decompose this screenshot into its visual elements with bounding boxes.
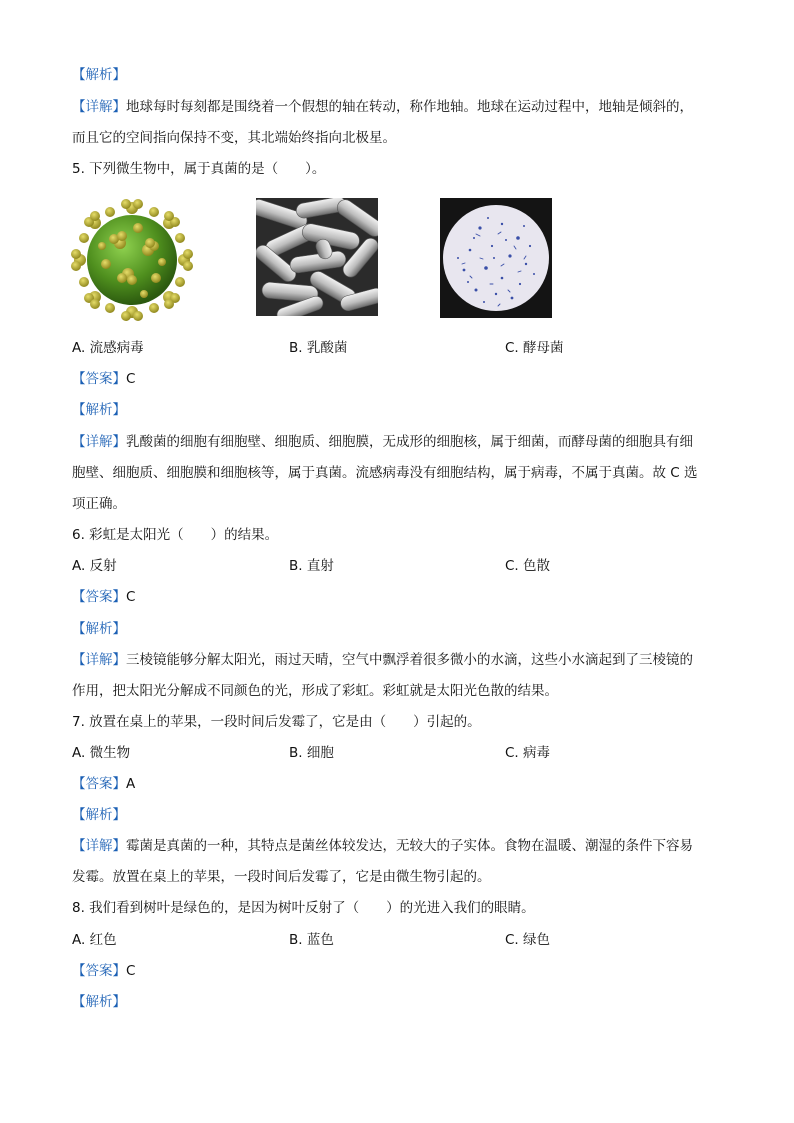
virus-icon <box>70 198 194 322</box>
virus-image <box>70 198 194 322</box>
answer-value: C <box>126 963 136 979</box>
option-a: A. 流感病毒 <box>72 340 144 356</box>
answer-line <box>72 774 135 794</box>
detail-paragraph <box>72 432 693 452</box>
detail-text: 乳酸菌的细胞有细胞壁、细胞质、细胞膜，无成形的细胞核，属于细菌，而酵母菌的细胞具有细 <box>126 434 693 450</box>
question-5: 5. 下列微生物中，属于真菌的是（ ）。 <box>72 161 326 177</box>
option-c: C. 色散 <box>505 558 551 574</box>
option-a: A. 红色 <box>72 932 117 948</box>
answer-value: C <box>126 589 136 605</box>
answer-value: C <box>126 371 136 387</box>
detail-paragraph <box>72 97 693 117</box>
detail-text: 三棱镜能够分解太阳光，雨过天晴，空气中飘浮着很多微小的水滴，这些小水滴起到了三棱镜的 <box>126 652 693 668</box>
answer-label: 【答案】 <box>72 371 126 387</box>
option-b: B. 蓝色 <box>289 932 334 948</box>
jiexi-label: 【解析】 <box>72 621 126 637</box>
microscope-field-icon <box>440 198 552 318</box>
option-a: A. 微生物 <box>72 745 131 761</box>
detail-label: 【详解】 <box>72 838 126 854</box>
detail-paragraph <box>72 650 693 670</box>
yeast-microscope-image <box>440 198 552 318</box>
option-c: C. 病毒 <box>505 745 551 761</box>
option-b: B. 直射 <box>289 558 334 574</box>
answer-line <box>72 587 135 607</box>
jiexi-label: 【解析】 <box>72 807 126 823</box>
option-c: C. 酵母菌 <box>505 340 564 356</box>
detail-label: 【详解】 <box>72 652 126 668</box>
answer-label: 【答案】 <box>72 963 126 979</box>
detail-text-line: 发霉。放置在桌上的苹果，一段时间后发霉了，它是由微生物引起的。 <box>72 869 491 885</box>
detail-text: 地球每时每刻都是围绕着一个假想的轴在转动，称作地轴。地球在运动过程中，地轴是倾斜的， <box>126 99 693 115</box>
detail-paragraph <box>72 836 693 856</box>
detail-label: 【详解】 <box>72 99 126 115</box>
detail-text-line: 项正确。 <box>72 496 126 512</box>
detail-text-line: 胞壁、细胞质、细胞膜和细胞核等，属于真菌。流感病毒没有细胞结构，属于病毒，不属于真菌。故 C 选 <box>72 465 698 481</box>
answer-label: 【答案】 <box>72 589 126 605</box>
jiexi-label: 【解析】 <box>72 67 126 83</box>
question-8: 8. 我们看到树叶是绿色的，是因为树叶反射了（ ）的光进入我们的眼睛。 <box>72 900 535 916</box>
jiexi-label: 【解析】 <box>72 402 126 418</box>
answer-line <box>72 961 135 981</box>
question-7: 7. 放置在桌上的苹果，一段时间后发霉了，它是由（ ）引起的。 <box>72 714 481 730</box>
option-b: B. 细胞 <box>289 745 334 761</box>
answer-line <box>72 369 135 389</box>
question-6: 6. 彩虹是太阳光（ ）的结果。 <box>72 527 279 543</box>
jiexi-label: 【解析】 <box>72 994 126 1010</box>
option-a: A. 反射 <box>72 558 117 574</box>
option-b: B. 乳酸菌 <box>289 340 348 356</box>
bacteria-icon <box>256 198 378 316</box>
detail-label: 【详解】 <box>72 434 126 450</box>
option-c: C. 绿色 <box>505 932 551 948</box>
detail-text-line: 作用，把太阳光分解成不同颜色的光，形成了彩虹。彩虹就是太阳光色散的结果。 <box>72 683 558 699</box>
lactobacillus-image <box>256 198 378 316</box>
answer-value: A <box>126 776 136 792</box>
answer-label: 【答案】 <box>72 776 126 792</box>
detail-text-line: 而且它的空间指向保持不变，其北端始终指向北极星。 <box>72 130 396 146</box>
detail-text: 霉菌是真菌的一种，其特点是菌丝体较发达，无较大的子实体。食物在温暖、潮湿的条件下容易 <box>126 838 693 854</box>
